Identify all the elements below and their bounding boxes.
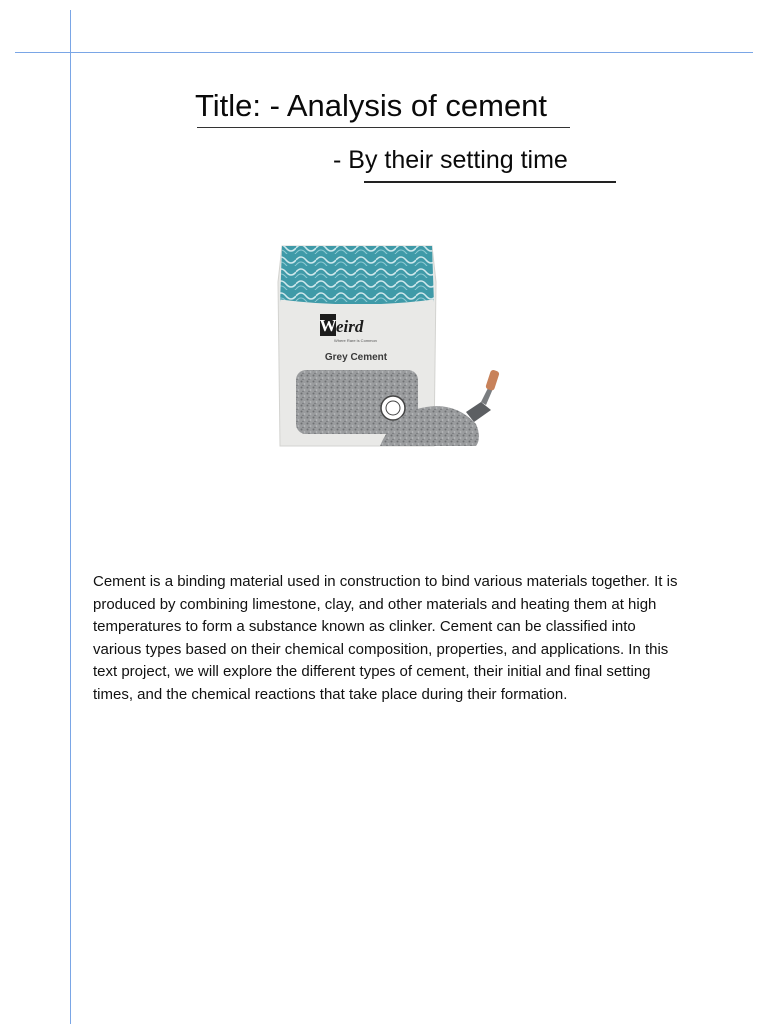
cement-bag-image (276, 242, 504, 452)
title-underline (197, 127, 570, 128)
page-subtitle: - By their setting time (333, 146, 568, 174)
page-title: Title: - Analysis of cement (195, 88, 548, 123)
bag-label: Grey Cement (324, 352, 388, 363)
subtitle-underline (364, 181, 616, 183)
svg-text:W: W (319, 316, 337, 335)
brand-tagline: Where Rare is Common (334, 338, 377, 343)
intro-paragraph: Cement is a binding material used in construction to bind various materials together. It is produced by combining limestone, clay, and other materials and heating them at high temperatures to form a substance known as clinker. Cement can be classified into various types based on their chemical composition, properties, and applications. In this text project, we will explore the different types of cement, their initial and final setting times, and the chemical reactions that take place during their formation. (93, 573, 678, 703)
svg-text:eird: eird (336, 317, 364, 336)
page-margin-horizontal-line (15, 52, 753, 53)
page-margin-vertical-line (70, 10, 71, 1024)
